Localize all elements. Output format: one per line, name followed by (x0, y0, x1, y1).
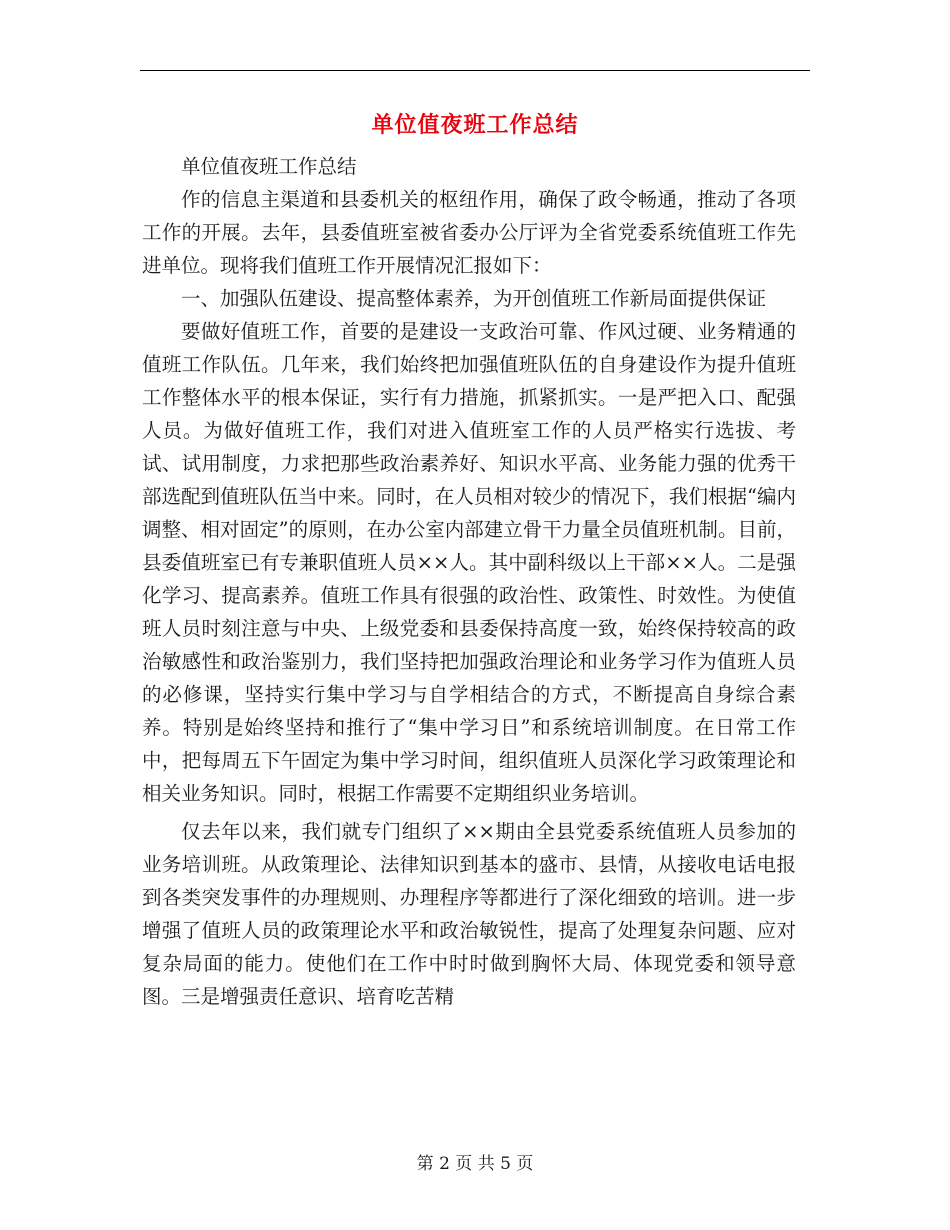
paragraph-subtitle: 单位值夜班工作总结 (181, 155, 357, 178)
document-title: 单位值夜班工作总结 (371, 112, 579, 138)
document-body (142, 150, 796, 1013)
header-rule (140, 70, 810, 71)
paragraph-team-building: 要做好值班工作，首要的是建设一支政治可靠、作风过硬、业务精通的值班工作队伍。几年来，我们始终把加强值班队伍的自身建设作为提升值班工作整体水平的根本保证，实行有力措施，抓紧抓实。一是严把入口、配强人员。为做好值班工作，我们对进入值班室工作的人员严格实行选拔、考试、试用制度，力求把那些政治素养好、知识水平高、业务能力强的优秀干部选配到值班队伍当中来。同时，在人员相对较少的情况下，我们根据“编内调整、相对固定”的原则，在办公室内部建立骨干力量全员值班机制。目前，县委值班室已有专兼职值班人员××人。其中副科级以上干部××人。二是强化学习、提高素养。值班工作具有很强的政治性、政策性、时效性。为使值班人员时刻注意与中央、上级党委和县委保持高度一致，始终保持较高的政治敏感性和政治鉴别力，我们坚持把加强政治理论和业务学习作为值班人员的必修课，坚持实行集中学习与自学相结合的方式，不断提高自身综合素养。特别是始终坚持和推行了“集中学习日”和系统培训制度。在日常工作中，把每周五下午固定为集中学习时间，组织值班人员深化学习政策理论和相关业务知识。同时，根据工作需要不定期组织业务培训。 (142, 320, 796, 805)
section-heading-1: 一、加强队伍建设、提高整体素养，为开创值班工作新局面提供保证 (181, 287, 767, 310)
page-number-footer: 第 2 页 共 5 页 (416, 1154, 534, 1174)
paragraph-training: 仅去年以来，我们就专门组织了××期由全县党委系统值班人员参加的业务培训班。从政策理论、法律知识到基本的盛市、县情，从接收电话电报到各类突发事件的办理规则、办理程序等都进行了深化细致的培训。进一步增强了值班人员的政策理论水平和政治敏锐性，提高了处理复杂问题、应对复杂局面的能力。使他们在工作中时时做到胸怀大局、体现党委和领导意图。三是增强责任意识、培育吃苦精 (142, 820, 796, 1008)
paragraph-intro: 作的信息主渠道和县委机关的枢纽作用，确保了政令畅通，推动了各项工作的开展。去年，县委值班室被省委办公厅评为全省党委系统值班工作先进单位。现将我们值班工作开展情况汇报如下： (142, 188, 796, 277)
